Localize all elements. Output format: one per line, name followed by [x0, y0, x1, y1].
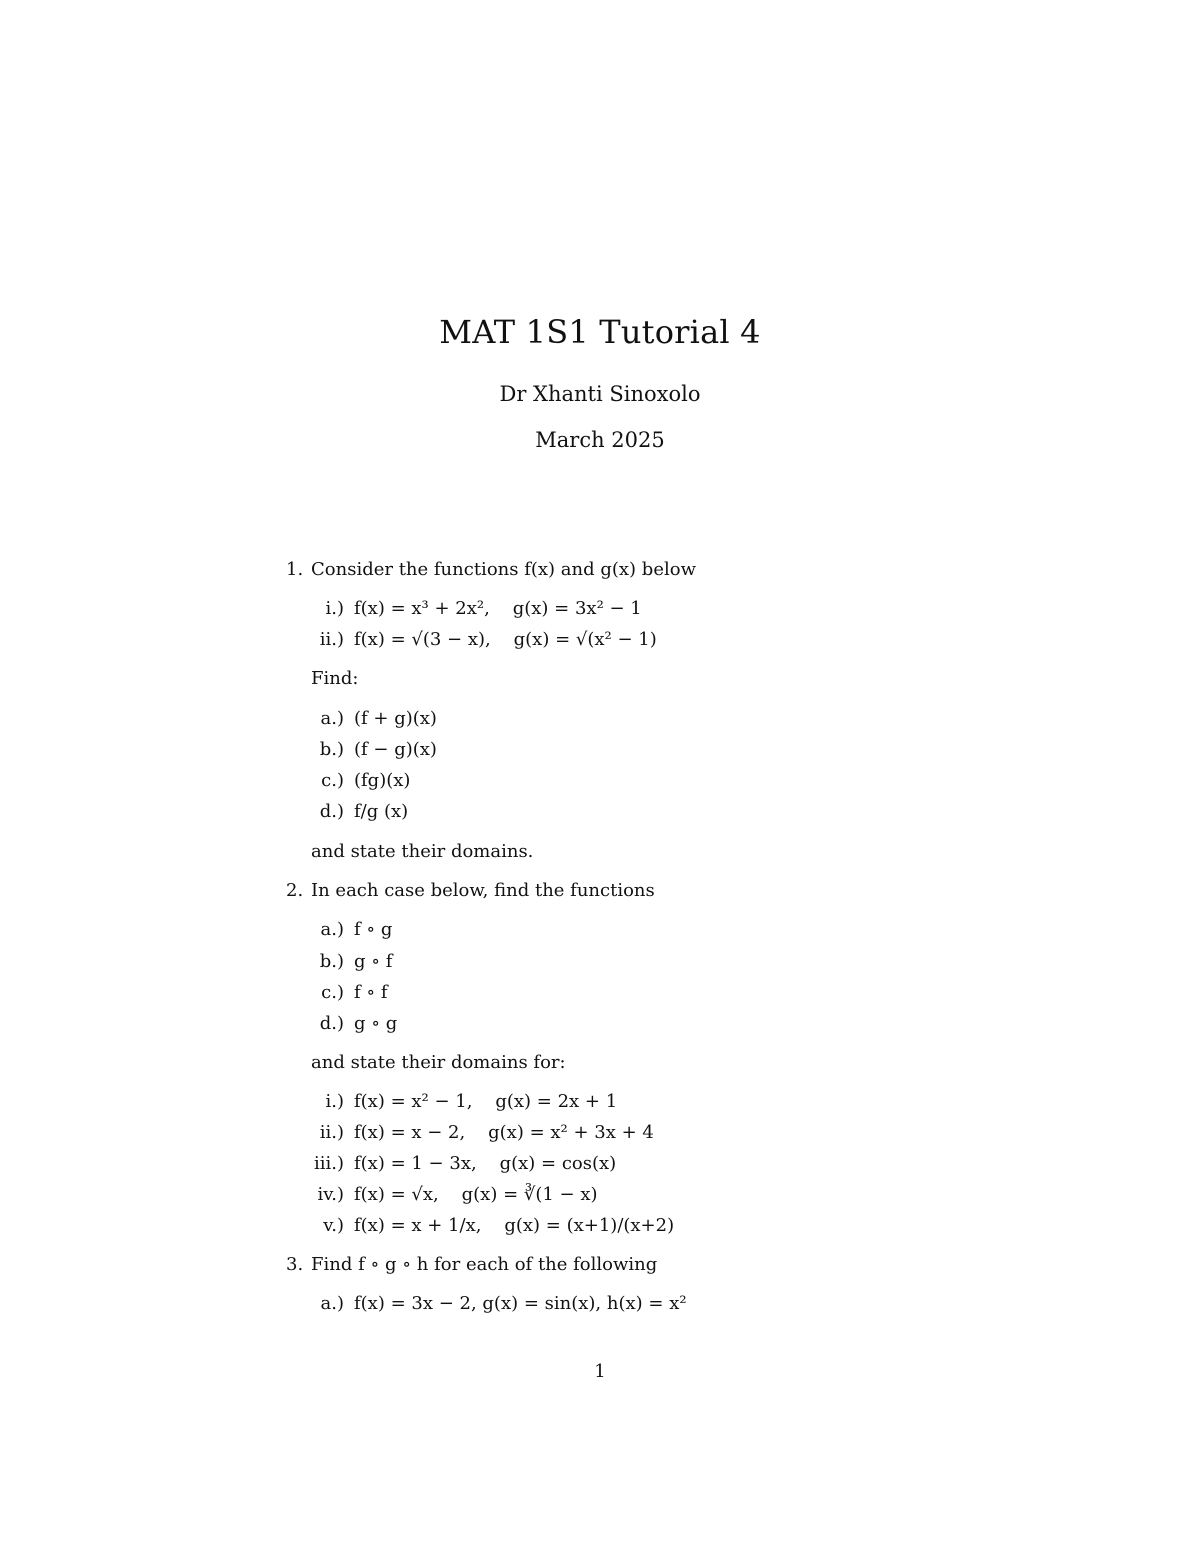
f-definition: f(x) = x − 2,	[354, 1122, 466, 1143]
item-expression: (f − g)(x)	[354, 739, 437, 760]
item-label: c.)	[321, 982, 344, 1003]
item-label: b.)	[319, 739, 344, 760]
item-label: d.)	[319, 801, 344, 822]
item-label: b.)	[319, 951, 344, 972]
item-expression: g ∘ f	[354, 951, 393, 972]
closing-text: and state their domains.	[311, 841, 534, 862]
item-expression: f/g (x)	[354, 801, 409, 822]
item-label: i.)	[325, 1091, 344, 1112]
question-number: 1.	[286, 559, 304, 580]
f-definition: f(x) = x + 1/x,	[354, 1215, 482, 1236]
function-pair-expression	[354, 1152, 616, 1176]
item-label: a.)	[320, 919, 344, 940]
item-expression: g ∘ g	[354, 1013, 398, 1034]
item-label: d.)	[319, 1013, 344, 1034]
document-title: MAT 1S1 Tutorial 4	[439, 313, 761, 351]
question-intro: Find f ∘ g ∘ h for each of the following	[311, 1254, 658, 1275]
g-definition: g(x) = x² + 3x + 4	[488, 1122, 654, 1143]
item-label: c.)	[321, 770, 344, 791]
item-label: i.)	[325, 598, 344, 619]
question-number: 3.	[286, 1254, 304, 1275]
item-expression: f ∘ f	[354, 982, 388, 1003]
f-definition: f(x) = 1 − 3x,	[354, 1153, 477, 1174]
item-label: a.)	[320, 1293, 344, 1314]
function-pair-expression	[354, 1183, 598, 1207]
item-label: iii.)	[313, 1153, 344, 1174]
f-definition: f(x) = x³ + 2x²,	[354, 598, 490, 619]
g-definition: g(x) = ∛(1 − x)	[461, 1184, 598, 1205]
g-definition: g(x) = 3x² − 1	[512, 598, 642, 619]
function-pair-expression	[354, 597, 642, 621]
author-name: Dr Xhanti Sinoxolo	[499, 382, 701, 406]
f-definition: f(x) = √x,	[354, 1184, 439, 1205]
item-expression: (fg)(x)	[354, 770, 411, 791]
page-number: 1	[594, 1361, 606, 1382]
f-definition: f(x) = √(3 − x),	[354, 629, 491, 650]
function-pair-expression	[354, 1214, 674, 1238]
document-date: March 2025	[535, 428, 665, 452]
item-expression: f(x) = 3x − 2, g(x) = sin(x), h(x) = x²	[354, 1293, 687, 1314]
item-expression: f ∘ g	[354, 919, 393, 940]
item-label: iv.)	[317, 1184, 344, 1205]
question-intro: In each case below, find the functions	[311, 880, 655, 901]
item-label: ii.)	[319, 629, 344, 650]
question-intro: Consider the functions f(x) and g(x) below	[311, 559, 696, 580]
function-pair-expression	[354, 628, 657, 652]
item-expression: (f + g)(x)	[354, 708, 437, 729]
function-pair-expression	[354, 1090, 617, 1114]
g-definition: g(x) = √(x² − 1)	[513, 629, 657, 650]
item-label: ii.)	[319, 1122, 344, 1143]
g-definition: g(x) = cos(x)	[499, 1153, 617, 1174]
g-definition: g(x) = (x+1)/(x+2)	[504, 1215, 675, 1236]
question-number: 2.	[286, 880, 304, 901]
g-definition: g(x) = 2x + 1	[495, 1091, 618, 1112]
f-definition: f(x) = x² − 1,	[354, 1091, 473, 1112]
item-label: v.)	[323, 1215, 344, 1236]
closing-text: and state their domains for:	[311, 1052, 566, 1073]
item-label: a.)	[320, 708, 344, 729]
function-pair-expression	[354, 1121, 654, 1145]
find-label: Find:	[311, 668, 359, 689]
